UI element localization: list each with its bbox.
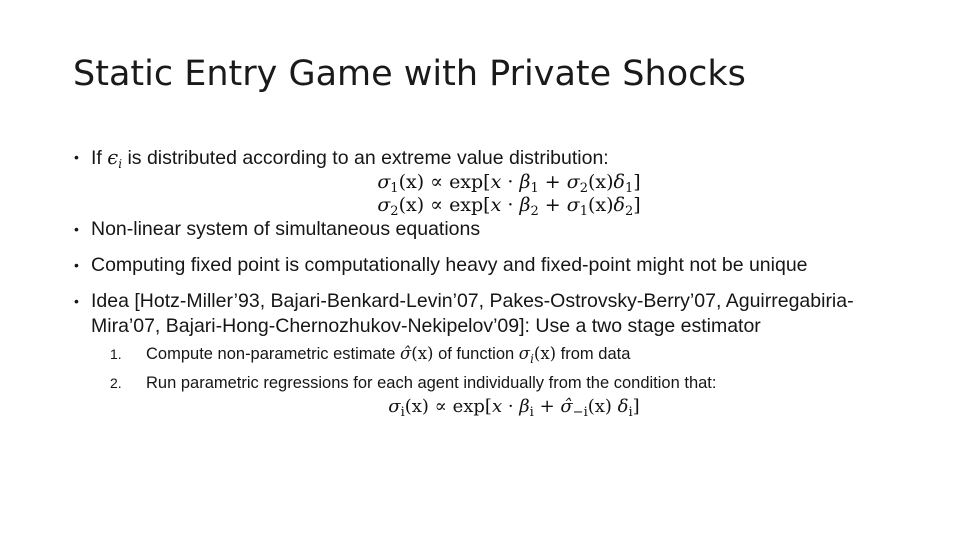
step-text-mid: of function: [433, 345, 519, 363]
eq2-args: (x): [398, 194, 425, 216]
eq1-args2: (x): [587, 171, 614, 193]
eq3-sigma-sub: i: [400, 405, 405, 420]
eq3-sigma-hat: σ̂: [560, 396, 573, 417]
eq1-sigma-sub: 1: [390, 181, 399, 196]
eq1-beta-sub: 1: [530, 181, 539, 196]
eq2-dot: ·: [501, 194, 520, 216]
sigma-i-args: (x): [533, 344, 557, 363]
eq1-dot: ·: [501, 171, 520, 193]
equation-2: [74, 194, 884, 217]
eq1-x: x: [490, 171, 502, 193]
bullet-extreme-value: [74, 145, 884, 171]
slide-title: Static Entry Game with Private Shocks: [73, 54, 746, 94]
bullet-dot: •: [74, 149, 79, 165]
bullet-fixed-point: [74, 253, 884, 278]
bullet-dot: •: [74, 257, 79, 273]
step-text-pre: Compute non-parametric estimate: [146, 345, 401, 363]
eq1-sigma2: σ: [566, 171, 580, 193]
eq3-sigma-hat-sub: −i: [572, 405, 588, 420]
bullet-text: Idea [Hotz-Miller’93, Bajari-Benkard-Levin’07, Pakes-Ostrovsky-Berry’07, Aguirregabiria-Mira’07, Bajari-Hong-Chernozhukov-Nekipelov’09]: Use a two stage estimator: [91, 290, 854, 337]
eq3-delta: δ: [611, 396, 629, 417]
sigma-hat-var: [400, 344, 411, 363]
eq2-delta: δ: [613, 194, 625, 216]
epsilon-subscript: i: [118, 157, 123, 171]
eq1-delta-sub: 1: [624, 181, 634, 196]
eq2-x: x: [490, 194, 502, 216]
eq1-beta: β: [519, 171, 531, 193]
eq3-beta-sub: i: [529, 405, 534, 420]
bullet-text: Non-linear system of simultaneous equations: [91, 218, 481, 240]
step-text: Run parametric regressions for each agent individually from the condition that:: [146, 374, 717, 392]
eq1-args: (x): [398, 171, 425, 193]
sigma-i-symbol: σ: [518, 344, 531, 363]
eq3-x: x: [491, 396, 503, 417]
eq1-close: ]: [633, 171, 641, 193]
equation-3: [74, 395, 884, 418]
eq3-close: ]: [632, 396, 640, 417]
eq3-dot: ·: [502, 396, 520, 417]
eq1-sigma: σ: [377, 171, 391, 193]
bullet-text-post: is distributed according to an extreme value distribution:: [122, 147, 609, 169]
eq2-sigma2: σ: [566, 194, 580, 216]
eq3-delta-sub: i: [628, 405, 633, 420]
eq2-beta-sub: 2: [530, 204, 539, 219]
equation-1: [74, 171, 884, 194]
step-number: 2.: [110, 375, 122, 391]
eq2-plus: +: [538, 194, 567, 216]
eq1-plus: +: [538, 171, 567, 193]
eq3-plus: +: [533, 396, 561, 417]
eq1-delta: δ: [613, 171, 625, 193]
bullet-text-pre: If: [91, 147, 108, 169]
sigma-i-var: [518, 344, 534, 366]
eq2-prop: ∝ exp[: [424, 194, 491, 216]
slide-body: [74, 145, 884, 418]
bullet-dot: •: [74, 221, 79, 237]
eq2-beta: β: [519, 194, 531, 216]
eq3-args2: (x): [587, 396, 612, 417]
eq3-beta: β: [519, 396, 530, 417]
step-number: 1.: [110, 346, 122, 362]
step-2: [74, 371, 884, 395]
eq2-close: ]: [633, 194, 641, 216]
eq2-delta-sub: 2: [624, 204, 634, 219]
sigma-hat-args: (x): [411, 344, 434, 363]
eq1-prop: ∝ exp[: [424, 171, 491, 193]
bullet-nonlinear: [74, 217, 884, 242]
eq2-sigma2-sub: 1: [579, 204, 588, 219]
epsilon-var: [107, 146, 122, 169]
bullet-idea: [74, 289, 884, 339]
sigma-hat-symbol: σ̂: [400, 344, 412, 363]
bullet-dot: •: [74, 293, 79, 309]
eq1-sigma2-sub: 2: [579, 181, 588, 196]
eq3-sigma: σ: [388, 396, 401, 417]
eq3-args: (x): [404, 396, 429, 417]
bullet-text: Computing fixed point is computationally heavy and fixed-point might not be unique: [91, 254, 808, 276]
eq2-sigma-sub: 2: [390, 204, 399, 219]
sigma-i-subscript: i: [530, 352, 534, 366]
eq3-prop: ∝ exp[: [428, 396, 492, 417]
epsilon-symbol: ϵ: [107, 146, 119, 169]
eq2-sigma: σ: [377, 194, 391, 216]
step-text-post: from data: [556, 345, 631, 363]
eq2-args2: (x): [587, 194, 614, 216]
step-1: [74, 342, 884, 366]
